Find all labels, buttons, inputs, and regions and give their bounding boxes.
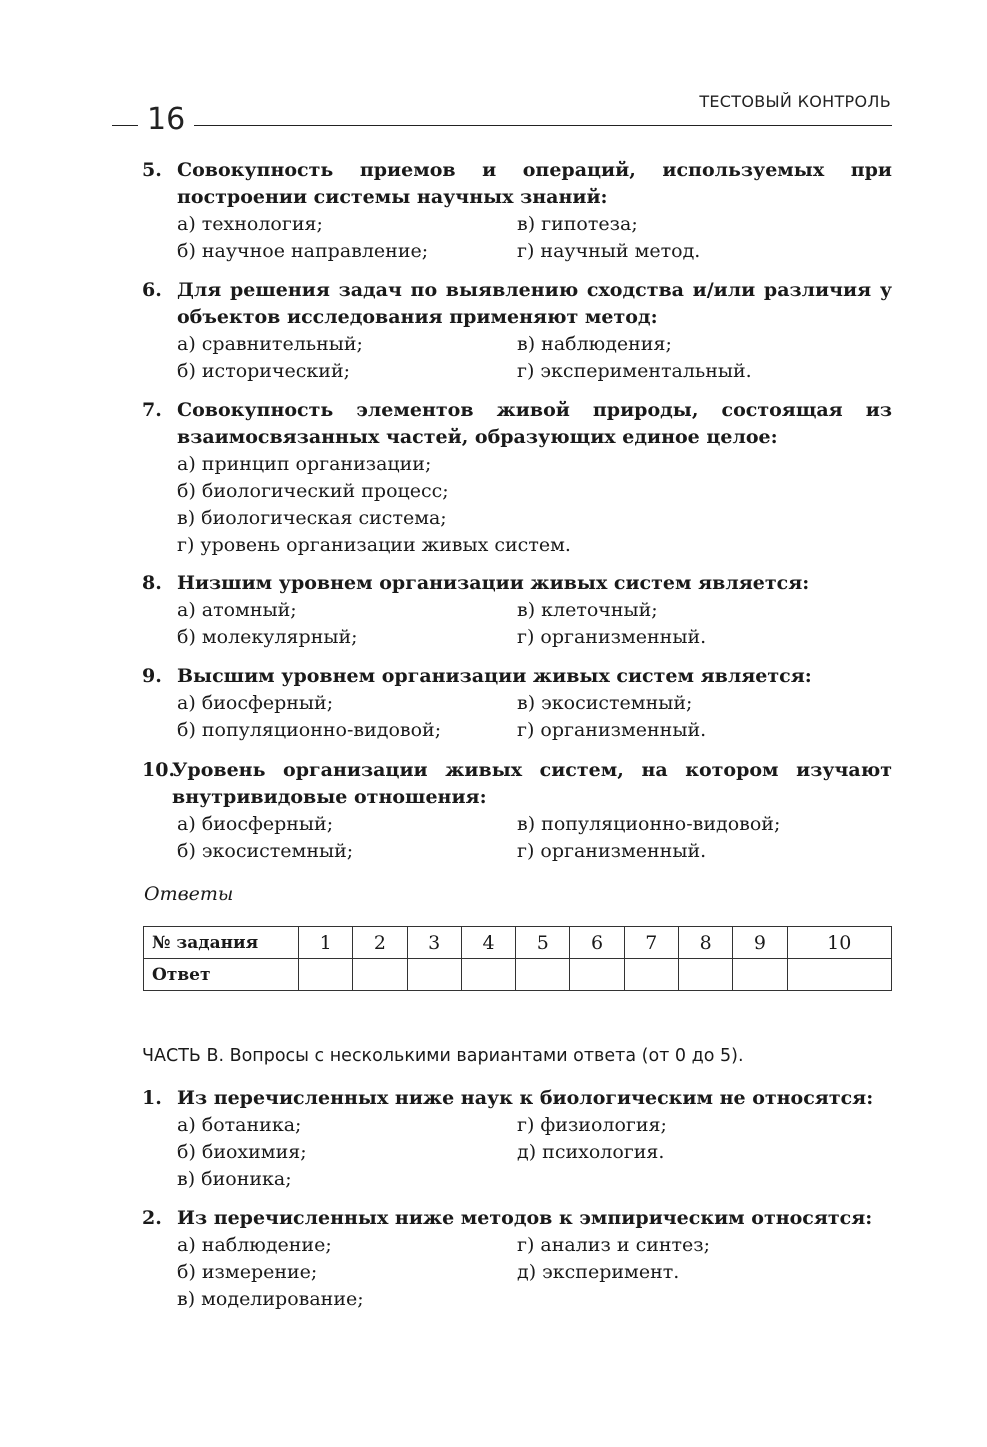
question-number: 8. — [142, 572, 162, 594]
option: в) бионика; — [177, 1168, 292, 1190]
answer-cell[interactable] — [407, 959, 461, 991]
question-8 — [142, 570, 892, 651]
task-number-cell: 9 — [733, 927, 787, 959]
part-b-question-2 — [142, 1205, 892, 1313]
question-number: 2. — [142, 1207, 162, 1229]
option: а) атомный; — [177, 599, 297, 621]
answer-row-header: Ответ — [144, 959, 299, 991]
question-text: Высшим уровнем организации живых систем является: — [177, 665, 812, 687]
option: д) психология. — [517, 1141, 665, 1163]
answers-label: Ответы — [144, 883, 234, 905]
option: в) экосистемный; — [517, 692, 693, 714]
option: г) организменный. — [517, 719, 707, 741]
answer-cell[interactable] — [678, 959, 732, 991]
option: г) анализ и синтез; — [517, 1234, 711, 1256]
option: в) гипотеза; — [517, 213, 638, 235]
answer-cell[interactable] — [516, 959, 570, 991]
option: д) эксперимент. — [517, 1261, 680, 1283]
option: а) наблюдение; — [177, 1234, 332, 1256]
option: б) популяционно-видовой; — [177, 719, 442, 741]
answer-cell[interactable] — [570, 959, 624, 991]
question-text: Совокупность приемов и операций, используемых при построении системы научных знаний: — [177, 159, 892, 208]
task-number-cell: 10 — [787, 927, 891, 959]
part-b-title: ЧАСТЬ В. Вопросы с несколькими вариантами ответа (от 0 до 5). — [142, 1046, 744, 1066]
question-number: 10. — [142, 759, 176, 781]
answer-cell[interactable] — [461, 959, 515, 991]
running-title: ТЕСТОВЫЙ КОНТРОЛЬ — [699, 92, 891, 111]
option: в) популяционно-видовой; — [517, 813, 781, 835]
answer-cell[interactable] — [624, 959, 678, 991]
option: в) моделирование; — [177, 1288, 364, 1310]
question-text: Из перечисленных ниже наук к биологическим не относятся: — [177, 1087, 874, 1109]
task-number-cell: 5 — [516, 927, 570, 959]
header-rule — [112, 125, 892, 126]
option: б) экосистемный; — [177, 840, 354, 862]
task-number-cell: 8 — [678, 927, 732, 959]
question-number: 5. — [142, 159, 162, 181]
task-number-cell: 6 — [570, 927, 624, 959]
page-number: 16 — [138, 100, 194, 140]
question-text: Для решения задач по выявлению сходства и/или различия у объектов исследования применяют метод: — [177, 279, 892, 328]
option: б) измерение; — [177, 1261, 318, 1283]
option: б) биологический процесс; — [177, 480, 449, 502]
question-text: Совокупность элементов живой природы, состоящая из взаимосвязанных частей, образующих единое целое: — [177, 399, 892, 448]
question-7 — [142, 397, 892, 559]
option: а) биосферный; — [177, 813, 334, 835]
task-number-cell: 7 — [624, 927, 678, 959]
option: в) клеточный; — [517, 599, 658, 621]
option: г) научный метод. — [517, 240, 701, 262]
option: г) уровень организации живых систем. — [177, 534, 571, 556]
question-10 — [142, 757, 892, 865]
task-number-row — [144, 927, 892, 959]
part-b-question-1 — [142, 1085, 892, 1193]
question-number: 6. — [142, 279, 162, 301]
option: а) ботаника; — [177, 1114, 302, 1136]
option: в) биологическая система; — [177, 507, 447, 529]
answer-row — [144, 959, 892, 991]
task-number-header: № задания — [144, 927, 299, 959]
question-5 — [142, 157, 892, 265]
question-number: 9. — [142, 665, 162, 687]
option: б) молекулярный; — [177, 626, 358, 648]
option: г) организменный. — [517, 626, 707, 648]
question-number: 7. — [142, 399, 162, 421]
task-number-cell: 1 — [299, 927, 353, 959]
option: г) организменный. — [517, 840, 707, 862]
question-number: 1. — [142, 1087, 162, 1109]
task-number-cell: 3 — [407, 927, 461, 959]
answer-cell[interactable] — [733, 959, 787, 991]
option: а) принцип организации; — [177, 453, 432, 475]
task-number-cell: 4 — [461, 927, 515, 959]
answers-table — [143, 926, 892, 991]
option: в) наблюдения; — [517, 333, 672, 355]
question-text: Уровень организации живых систем, на котором изучают внутривидовые отношения: — [172, 759, 892, 808]
answer-cell[interactable] — [787, 959, 891, 991]
task-number-cell: 2 — [353, 927, 407, 959]
option: а) сравнительный; — [177, 333, 363, 355]
answer-cell[interactable] — [299, 959, 353, 991]
option: а) технология; — [177, 213, 323, 235]
question-6 — [142, 277, 892, 385]
option: г) физиология; — [517, 1114, 667, 1136]
answer-cell[interactable] — [353, 959, 407, 991]
option: б) исторический; — [177, 360, 351, 382]
question-text: Низшим уровнем организации живых систем является: — [177, 572, 810, 594]
option: г) экспериментальный. — [517, 360, 752, 382]
option: б) научное направление; — [177, 240, 429, 262]
option: а) биосферный; — [177, 692, 334, 714]
question-text: Из перечисленных ниже методов к эмпирическим относятся: — [177, 1207, 873, 1229]
option: б) биохимия; — [177, 1141, 307, 1163]
question-9 — [142, 663, 892, 744]
